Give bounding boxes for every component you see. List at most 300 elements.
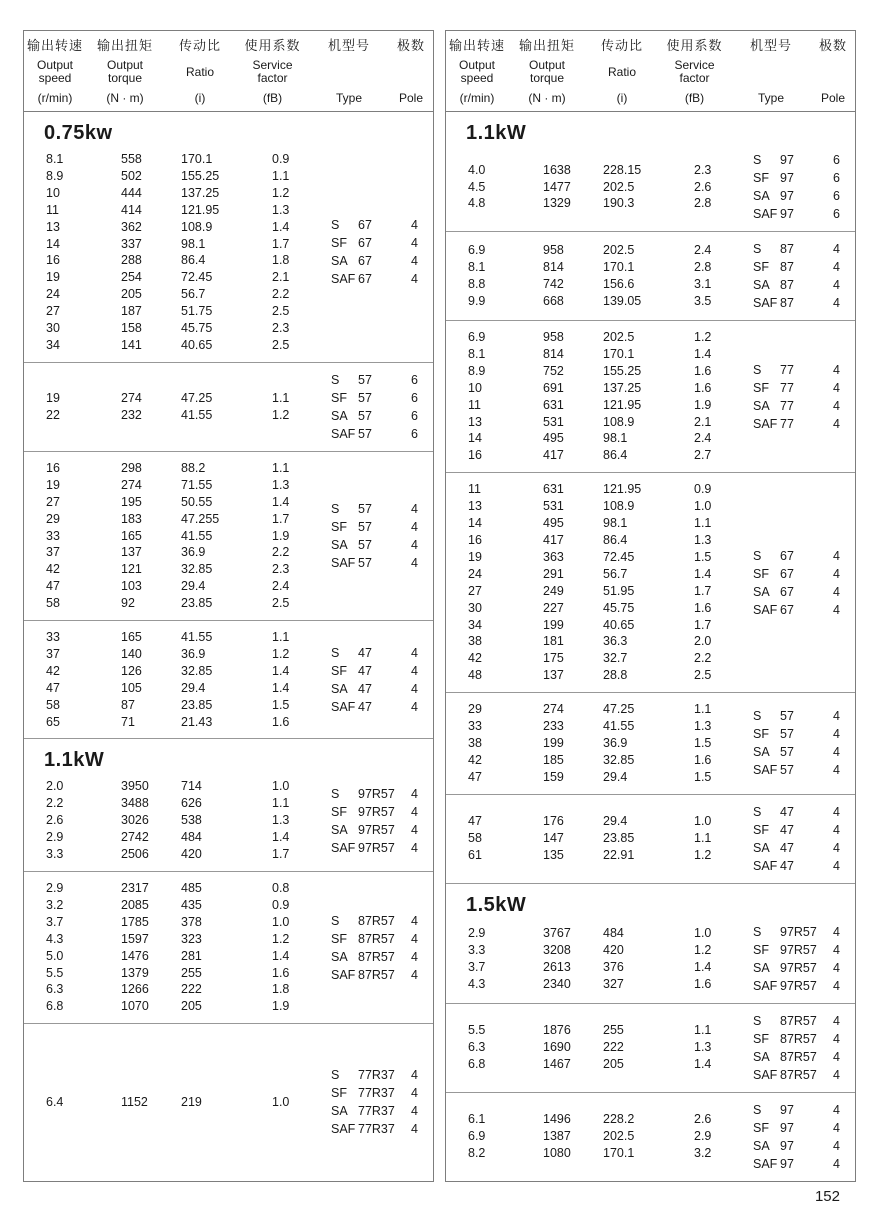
- cell-service-factor: 2.9: [694, 1129, 712, 1144]
- cell-output-speed: 10: [46, 185, 60, 200]
- cell-ratio: 40.65: [603, 617, 635, 632]
- type-size: 87R57: [780, 1049, 817, 1064]
- cell-output-speed: 14: [46, 236, 60, 251]
- cell-output-speed: 58: [468, 831, 482, 846]
- cell-ratio: 626: [181, 796, 202, 811]
- cell-output-torque: 1080: [543, 1146, 571, 1161]
- cell-output-speed: 19: [468, 549, 482, 564]
- cell-service-factor: 1.7: [272, 847, 290, 862]
- cell-service-factor: 2.1: [272, 270, 290, 285]
- cell-service-factor: 1.4: [272, 494, 290, 509]
- cell-ratio: 108.9: [603, 414, 635, 429]
- data-rows: [446, 481, 731, 684]
- header-col-3: [164, 38, 236, 105]
- cell-service-factor: 1.7: [272, 236, 290, 251]
- cell-type: [731, 205, 811, 223]
- cell-pole: 4: [411, 949, 418, 964]
- type-prefix: SAF: [331, 426, 356, 441]
- cell-output-speed: 8.9: [468, 363, 486, 378]
- type-prefix: S: [753, 548, 762, 563]
- type-prefix: S: [753, 709, 762, 724]
- cell-pole: 4: [833, 727, 840, 742]
- cell-service-factor: 1.2: [272, 407, 290, 422]
- cell-ratio: 121.95: [603, 397, 642, 412]
- cell-ratio: 219: [181, 1095, 202, 1109]
- cell-ratio: 435: [181, 897, 202, 912]
- cell-service-factor: 0.9: [694, 482, 712, 497]
- header-label-en: [164, 53, 236, 91]
- table-row: [446, 976, 731, 993]
- cell-type: [309, 407, 389, 425]
- cell-ratio: 378: [181, 914, 202, 929]
- type-row: [731, 601, 855, 619]
- cell-output-torque: 254: [121, 270, 142, 285]
- type-size: 87R57: [358, 949, 395, 964]
- cell-type: [309, 1120, 395, 1138]
- table-segment: [24, 452, 433, 621]
- cell-pole: 4: [833, 763, 840, 778]
- type-prefix: SF: [753, 171, 769, 185]
- cell-output-torque: 1785: [121, 914, 149, 929]
- header-label-en: [309, 53, 389, 91]
- type-row: [731, 977, 855, 995]
- table-segment: [446, 1004, 855, 1093]
- cell-output-torque: 3026: [121, 813, 149, 828]
- header-col-6: [811, 38, 855, 105]
- type-rows: [309, 500, 433, 572]
- cell-output-speed: 58: [46, 596, 60, 611]
- type-size: 87: [780, 242, 794, 256]
- cell-output-torque: 1379: [121, 965, 149, 980]
- table-segment: [24, 112, 433, 363]
- cell-output-torque: 158: [121, 321, 142, 336]
- cell-output-speed: 8.9: [46, 168, 64, 183]
- cell-service-factor: 2.4: [694, 431, 712, 446]
- cell-type: [731, 803, 811, 821]
- cell-ratio: 51.75: [181, 304, 213, 319]
- cell-type: [309, 216, 389, 234]
- cell-service-factor: 1.3: [272, 813, 290, 828]
- cell-ratio: 45.75: [603, 600, 635, 615]
- cell-output-speed: 4.3: [468, 976, 486, 991]
- header-label-en: [731, 53, 811, 91]
- table-row: [446, 363, 731, 380]
- cell-service-factor: 1.4: [694, 1057, 712, 1072]
- cell-type: [309, 270, 389, 288]
- type-size: 57: [358, 408, 372, 423]
- type-row: [731, 857, 855, 875]
- header-label-en: [658, 53, 731, 91]
- type-size: 77: [780, 362, 794, 377]
- header-col-4: [658, 38, 731, 105]
- cell-output-speed: 6.8: [46, 999, 64, 1014]
- type-prefix: S: [753, 153, 762, 167]
- cell-service-factor: 2.6: [694, 1112, 712, 1127]
- table-segment: [446, 473, 855, 693]
- table-row: [24, 407, 309, 424]
- table-row: [24, 561, 309, 578]
- cell-ratio: 202.5: [603, 243, 635, 258]
- header-label-unit: Type: [335, 91, 362, 105]
- cell-pole: 6: [833, 189, 840, 203]
- cell-service-factor: 1.8: [272, 253, 290, 268]
- type-rows: [731, 240, 855, 312]
- cell-ratio: 420: [603, 942, 624, 957]
- type-size: 57: [780, 745, 794, 760]
- type-prefix: S: [331, 1068, 340, 1083]
- cell-ratio: 56.7: [181, 287, 206, 302]
- type-row: [731, 1137, 855, 1155]
- table-row: [446, 1145, 731, 1162]
- type-size: 57: [358, 426, 372, 441]
- cell-service-factor: 1.1: [272, 460, 290, 475]
- segment-body: [24, 778, 433, 863]
- cell-pole: 4: [411, 519, 418, 534]
- cell-ratio: 51.95: [603, 583, 635, 598]
- cell-pole: 4: [411, 218, 418, 233]
- cell-ratio: 47.255: [181, 511, 220, 526]
- cell-type: [309, 966, 395, 984]
- cell-output-speed: 65: [46, 714, 60, 729]
- table-row: [24, 680, 309, 697]
- cell-service-factor: 1.5: [694, 735, 712, 750]
- cell-pole: 4: [411, 537, 418, 552]
- cell-pole: 4: [833, 822, 840, 837]
- cell-output-torque: 1329: [543, 196, 571, 211]
- header-label-unit: Pole: [398, 91, 424, 105]
- cell-output-torque: 105: [121, 680, 142, 695]
- cell-pole: 4: [833, 1067, 840, 1082]
- header-label-unit: (r/min): [459, 91, 495, 105]
- type-prefix: SF: [753, 1120, 769, 1135]
- table-row: [24, 320, 309, 337]
- header-label-zh: 机型号: [749, 38, 792, 53]
- header-label-zh: 传动比: [600, 38, 643, 53]
- type-size: 97R57: [358, 840, 395, 855]
- cell-ratio: 155.25: [181, 168, 220, 183]
- cell-ratio: 40.65: [181, 337, 213, 352]
- type-row: [731, 743, 855, 761]
- header-label-zh: 使用系数: [244, 38, 301, 53]
- cell-ratio: 202.5: [603, 330, 635, 344]
- table-segment: [446, 884, 855, 1004]
- cell-output-speed: 47: [468, 814, 482, 829]
- type-row: [731, 1030, 855, 1048]
- cell-pole: 4: [833, 1031, 840, 1046]
- type-prefix: SF: [331, 804, 347, 819]
- cell-pole: 4: [833, 745, 840, 760]
- type-prefix: SF: [331, 519, 347, 534]
- cell-ratio: 538: [181, 813, 202, 828]
- table-row: [24, 252, 309, 269]
- cell-service-factor: 1.1: [272, 796, 290, 811]
- cell-ratio: 36.3: [603, 634, 628, 649]
- type-size: 77: [780, 416, 794, 431]
- cell-service-factor: 0.8: [272, 881, 290, 895]
- cell-ratio: 190.3: [603, 196, 635, 211]
- type-prefix: S: [753, 804, 762, 819]
- cell-service-factor: 1.2: [694, 942, 712, 957]
- cell-pole: 6: [833, 153, 840, 167]
- cell-output-speed: 11: [468, 482, 481, 497]
- type-row: [731, 415, 855, 433]
- type-row: [731, 707, 855, 725]
- type-row: [731, 761, 855, 779]
- cell-service-factor: 1.4: [694, 959, 712, 974]
- table-row: [446, 515, 731, 532]
- type-row: [309, 803, 433, 821]
- cell-ratio: 255: [181, 965, 202, 980]
- cell-ratio: 202.5: [603, 179, 635, 194]
- header-label-zh: 传动比: [178, 38, 221, 53]
- cell-output-speed: 8.2: [468, 1146, 486, 1161]
- cell-ratio: 139.05: [603, 293, 642, 308]
- type-row: [731, 583, 855, 601]
- cell-type: [731, 761, 811, 779]
- type-size: 77R37: [358, 1086, 395, 1101]
- segment-body: [24, 629, 433, 730]
- header-label-zh: 机型号: [327, 38, 370, 53]
- cell-ratio: 202.5: [603, 1129, 635, 1144]
- data-rows: [24, 390, 309, 424]
- type-row: [731, 294, 855, 312]
- cell-output-speed: 2.6: [46, 813, 64, 828]
- type-row: [309, 270, 433, 288]
- cell-pole: 4: [411, 555, 418, 570]
- cell-ratio: 98.1: [603, 516, 628, 531]
- cell-type: [731, 839, 811, 857]
- type-size: 97: [780, 1102, 794, 1117]
- cell-output-torque: 274: [121, 390, 142, 405]
- cell-pole: 4: [833, 978, 840, 993]
- cell-service-factor: 2.1: [694, 414, 712, 429]
- cell-ratio: 170.1: [603, 260, 635, 275]
- header-label-en: [811, 53, 855, 91]
- cell-service-factor: 1.5: [694, 769, 712, 784]
- cell-output-speed: 2.0: [46, 779, 64, 794]
- type-row: [309, 839, 433, 857]
- type-size: 77: [780, 398, 794, 413]
- header-label-en-line: speed: [38, 71, 72, 85]
- table-row: [24, 578, 309, 595]
- cell-ratio: 323: [181, 931, 202, 946]
- cell-service-factor: 2.4: [272, 579, 290, 594]
- type-prefix: SA: [331, 254, 348, 269]
- data-rows: [446, 1111, 731, 1162]
- type-size: 57: [358, 501, 372, 516]
- type-prefix: S: [753, 924, 762, 939]
- type-prefix: SAF: [753, 858, 778, 873]
- cell-output-torque: 140: [121, 646, 142, 661]
- cell-output-torque: 121: [121, 562, 142, 577]
- type-prefix: SA: [753, 584, 770, 599]
- type-prefix: SA: [331, 537, 348, 552]
- cell-ratio: 45.75: [181, 321, 213, 336]
- header-label-unit: (r/min): [37, 91, 73, 105]
- type-prefix: SA: [331, 1104, 348, 1119]
- cell-output-torque: 199: [543, 617, 564, 632]
- cell-output-torque: 691: [543, 380, 564, 395]
- cell-service-factor: 1.1: [272, 168, 290, 183]
- cell-ratio: 36.9: [603, 735, 628, 750]
- type-prefix: SF: [331, 390, 347, 405]
- table-row: [24, 286, 309, 303]
- type-row: [731, 205, 855, 223]
- cell-output-speed: 33: [46, 528, 60, 543]
- cell-ratio: 50.55: [181, 494, 213, 509]
- type-prefix: SAF: [753, 296, 778, 310]
- type-size: 87R57: [358, 931, 395, 946]
- cell-ratio: 23.85: [181, 596, 213, 611]
- cell-output-torque: 1387: [543, 1129, 571, 1144]
- cell-ratio: 228.2: [603, 1112, 635, 1127]
- segment-body: [446, 803, 855, 875]
- cell-pole: 4: [833, 548, 840, 563]
- cell-output-torque: 2340: [543, 976, 571, 991]
- table-row: [24, 168, 309, 185]
- segment-body: [24, 880, 433, 1015]
- type-size: 97: [780, 171, 794, 185]
- cell-output-torque: 495: [543, 516, 564, 531]
- cell-output-speed: 13: [46, 219, 60, 234]
- cell-output-torque: 199: [543, 735, 564, 750]
- table-row: [446, 583, 731, 600]
- cell-service-factor: 1.2: [272, 185, 290, 200]
- cell-output-torque: 417: [543, 448, 564, 463]
- table-row: [446, 813, 731, 830]
- type-row: [309, 425, 433, 443]
- cell-ratio: 36.9: [181, 545, 206, 560]
- cell-pole: 4: [833, 1102, 840, 1117]
- table-row: [24, 460, 309, 477]
- cell-pole: 4: [411, 236, 418, 251]
- type-size: 47: [358, 699, 372, 714]
- cell-type: [731, 361, 811, 379]
- cell-output-torque: 2742: [121, 830, 149, 845]
- type-prefix: SA: [331, 822, 348, 837]
- cell-output-torque: 1597: [121, 931, 149, 946]
- type-prefix: SF: [753, 942, 769, 957]
- cell-ratio: 98.1: [603, 431, 628, 446]
- cell-type: [309, 803, 395, 821]
- segment-body: [446, 1101, 855, 1173]
- cell-ratio: 41.55: [181, 528, 213, 543]
- cell-output-speed: 3.7: [46, 914, 64, 929]
- cell-output-speed: 2.9: [46, 881, 64, 895]
- type-row: [731, 1155, 855, 1173]
- table-row: [446, 830, 731, 847]
- header-label-en-line: torque: [107, 71, 143, 85]
- cell-output-speed: 2.9: [46, 830, 64, 845]
- cell-output-torque: 1477: [543, 179, 571, 194]
- cell-ratio: 420: [181, 847, 202, 862]
- table-row: [24, 151, 309, 168]
- cell-output-torque: 159: [543, 769, 564, 784]
- cell-output-speed: 42: [468, 651, 482, 666]
- cell-output-speed: 9.9: [468, 293, 486, 308]
- type-prefix: SAF: [753, 978, 778, 993]
- cell-output-speed: 34: [46, 337, 60, 352]
- cell-pole: 4: [411, 804, 418, 819]
- cell-output-torque: 137: [543, 668, 564, 683]
- table-row: [24, 880, 309, 897]
- header-label-en: [586, 53, 658, 91]
- cell-pole: 4: [833, 942, 840, 957]
- cell-ratio: 86.4: [603, 532, 628, 547]
- cell-service-factor: 2.5: [272, 304, 290, 319]
- type-row: [309, 1102, 433, 1120]
- cell-service-factor: 2.2: [272, 287, 290, 302]
- type-row: [731, 258, 855, 276]
- cell-output-speed: 6.3: [46, 982, 64, 997]
- cell-pole: 6: [411, 426, 418, 441]
- cell-pole: 4: [833, 602, 840, 617]
- cell-type: [731, 583, 811, 601]
- cell-ratio: 156.6: [603, 277, 635, 291]
- type-prefix: S: [331, 372, 340, 387]
- type-prefix: SA: [331, 949, 348, 964]
- header-label-zh: 极数: [818, 38, 847, 53]
- type-rows: [731, 1012, 855, 1084]
- table-row: [446, 162, 731, 179]
- cell-pole: 4: [833, 1049, 840, 1064]
- type-size: 87: [780, 296, 794, 310]
- table-row: [446, 414, 731, 431]
- cell-output-torque: 249: [543, 583, 564, 598]
- cell-type: [731, 743, 811, 761]
- cell-output-torque: 126: [121, 663, 142, 678]
- table-row: [446, 481, 731, 498]
- cell-service-factor: 1.4: [272, 663, 290, 678]
- cell-service-factor: 1.2: [694, 848, 712, 863]
- type-row: [309, 371, 433, 389]
- type-size: 67: [780, 548, 794, 563]
- type-prefix: SAF: [753, 1156, 778, 1171]
- segment-body: [24, 151, 433, 354]
- cell-service-factor: 1.4: [272, 219, 290, 234]
- cell-output-speed: 2.9: [468, 925, 486, 940]
- type-row: [731, 276, 855, 294]
- header-label-en: [236, 53, 309, 91]
- cell-output-speed: 5.0: [46, 948, 64, 963]
- cell-pole: 4: [833, 362, 840, 377]
- section-title: 1.1kW: [466, 122, 527, 144]
- cell-output-speed: 33: [46, 630, 60, 645]
- cell-type: [309, 912, 395, 930]
- type-row: [731, 1066, 855, 1084]
- type-row: [731, 941, 855, 959]
- cell-output-torque: 291: [543, 566, 564, 581]
- table-row: [24, 185, 309, 202]
- segment-body: [24, 371, 433, 443]
- cell-output-speed: 5.5: [46, 965, 64, 980]
- segment-body: [446, 481, 855, 684]
- type-size: 97R57: [780, 924, 817, 939]
- table-row: [446, 1022, 731, 1039]
- type-prefix: SF: [331, 931, 347, 946]
- cell-output-torque: 3767: [543, 925, 571, 940]
- cell-service-factor: 1.2: [272, 931, 290, 946]
- cell-type: [731, 547, 811, 565]
- header-label-en: [389, 53, 433, 91]
- cell-ratio: 47.25: [181, 390, 213, 405]
- cell-output-torque: 631: [543, 482, 564, 497]
- data-rows: [24, 778, 309, 863]
- cell-output-torque: 147: [543, 831, 564, 846]
- cell-type: [309, 554, 389, 572]
- table-row: [446, 701, 731, 718]
- table-row: [446, 667, 731, 684]
